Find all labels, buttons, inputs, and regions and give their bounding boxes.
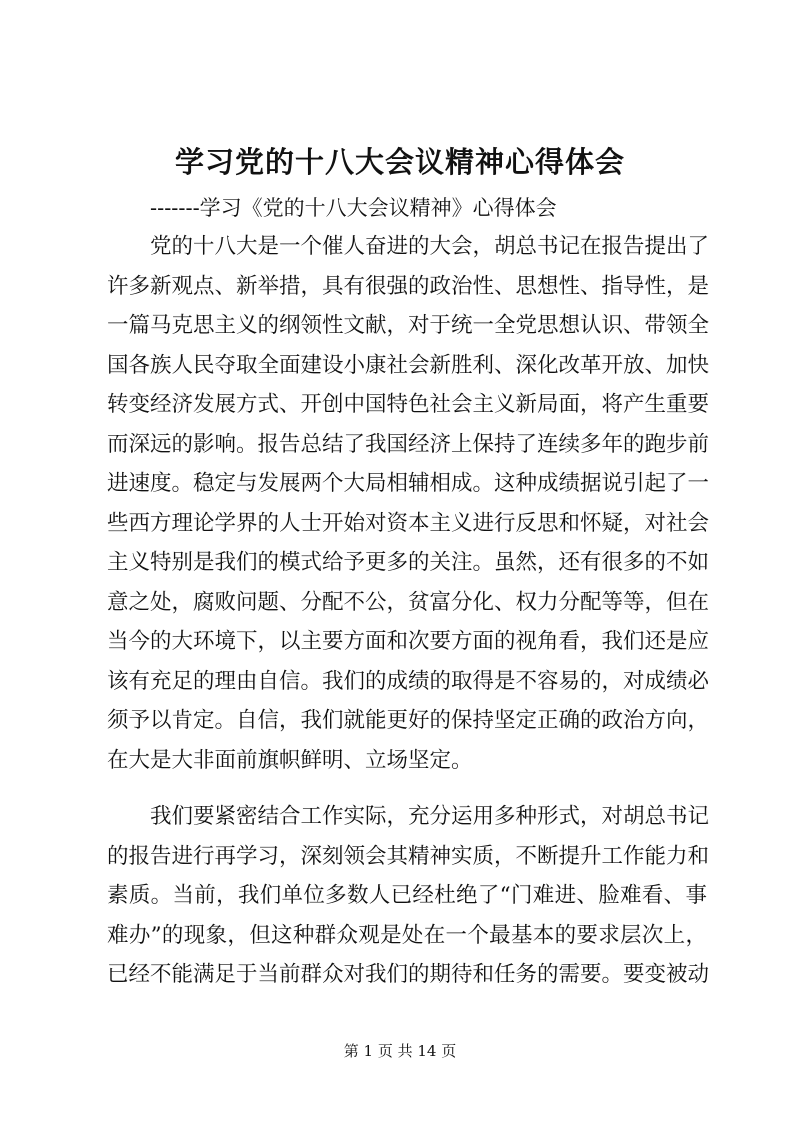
document-subtitle: -------学习《党的十八大会议精神》心得体会 [150,196,557,220]
text-line: 该有充足的理由自信。我们的成绩的取得是不容易的，对成绩必 [107,668,710,694]
text-line: 而深远的影响。报告总结了我国经济上保持了连续多年的跑步前 [107,431,710,457]
text-line: 主义特别是我们的模式给予更多的关注。虽然，还有很多的不如 [107,550,710,575]
document-body [107,227,710,995]
text-line: 意之处，腐败问题、分配不公，贫富分化、权力分配等等，但在 [107,589,710,615]
text-line: 一篇马克思主义的纲领性文献，对于统一全党思想认识、带领全 [107,313,710,338]
page-footer: 第 1 页 共 14 页 [343,1042,457,1060]
text-line: 已经不能满足于当前群众对我们的期待和任务的需要。要变被动 [107,962,710,987]
text-line: 当今的大环境下，以主要方面和次要方面的视角看，我们还是应 [107,629,710,654]
text-line: 在大是大非面前旗帜鲜明、立场坚定。 [107,747,473,773]
text-line: 素质。当前，我们单位多数人已经杜绝了“门难进、脸难看、事 [107,883,707,908]
paragraph-1 [107,227,710,780]
paragraph-2 [107,797,710,995]
text-line: 进速度。稳定与发展两个大局相辅相成。这种成绩据说引起了一 [107,471,710,496]
text-line: 的报告进行再学习，深刻领会其精神实质，不断提升工作能力和 [107,843,710,869]
text-line: 国各族人民夺取全面建设小康社会新胜利、深化改革开放、加快 [107,352,710,378]
text-line: 须予以肯定。自信，我们就能更好的保持坚定正确的政治方向， [107,708,710,733]
text-line: 转变经济发展方式、开创中国特色社会主义新局面，将产生重要 [107,392,710,417]
text-line: 些西方理论学界的人士开始对资本主义进行反思和怀疑，对社会 [107,510,710,536]
text-line: 许多新观点、新举措，具有很强的政治性、思想性、指导性，是 [107,273,710,299]
text-line: 我们要紧密结合工作实际，充分运用多种形式，对胡总书记 [150,804,710,829]
text-line: 党的十八大是一个催人奋进的大会，胡总书记在报告提出了 [150,234,710,259]
paragraph-spacer [107,780,707,797]
text-line: 难办”的现象，但这种群众观是处在一个最基本的要求层次上， [107,922,707,948]
document-title: 学习党的十八大会议精神心得体会 [174,145,625,179]
